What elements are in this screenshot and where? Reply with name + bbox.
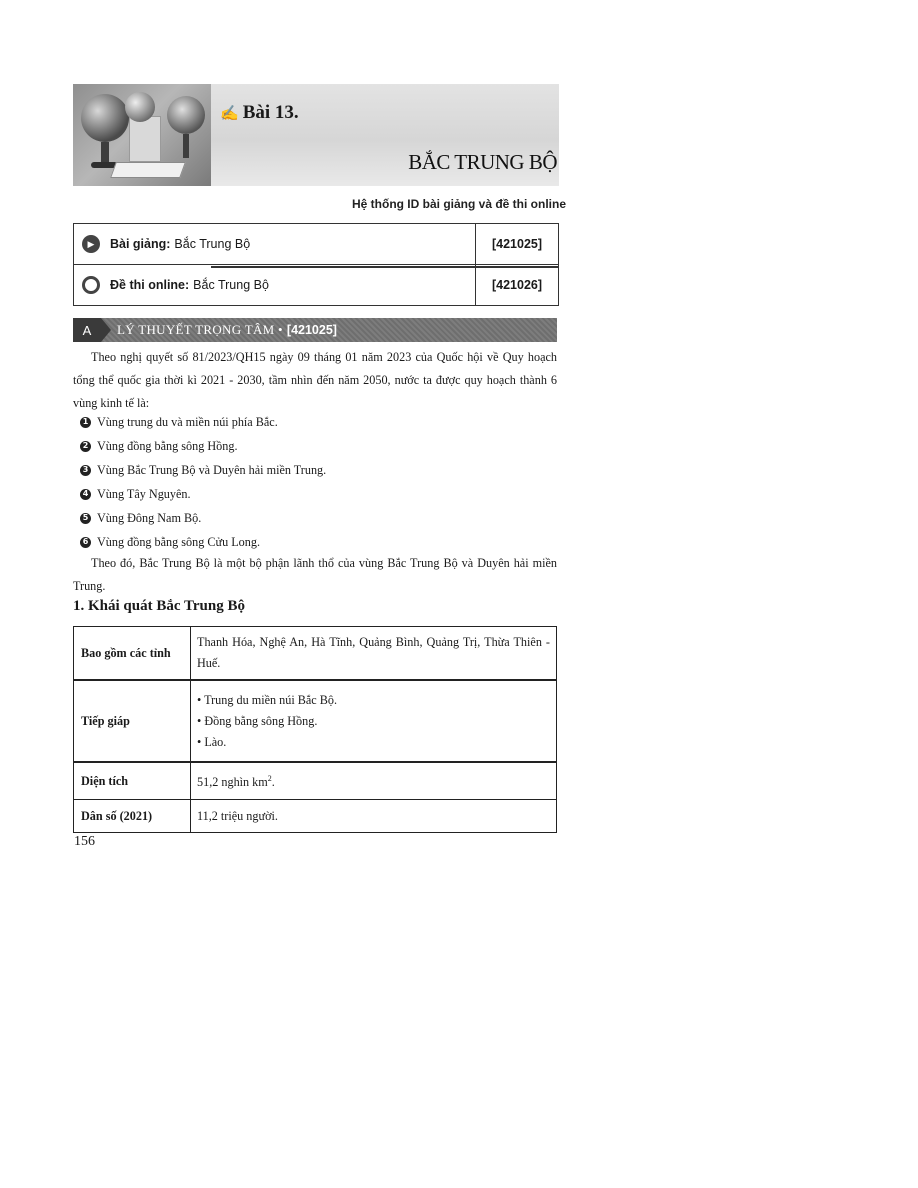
area-label: Diện tích [74,762,191,800]
area-value: 51,2 nghìn $km^2$. [191,762,557,800]
id-table [73,223,559,306]
id-system-heading: Hệ thống ID bài giảng và đề thi online [351,197,566,211]
book-icon [110,162,186,178]
table-row [74,800,557,833]
section-bar [73,318,557,342]
borders-label: Tiếp giáp [74,680,191,762]
number-badge-icon: 4 [80,489,91,500]
border-item: • Đồng bằng sông Hồng. [197,713,318,728]
border-item: • Trung du miền núi Bắc Bộ. [197,692,338,707]
id-row-online-test[interactable]: Đề thi online: Bắc Trung Bộ [421026] [74,265,558,305]
pen-icon: ✍ [220,105,239,122]
borders-value [191,680,557,762]
lesson-number: Bài 13. [242,102,299,123]
number-badge-icon: 5 [80,513,91,524]
number-badge-icon: 1 [80,417,91,428]
list-item: 4 Vùng Tây Nguyên. [80,482,326,506]
clock-icon [82,276,100,294]
provinces-value: Thanh Hóa, Nghệ An, Hà Tĩnh, Quảng Bình, Quảng Trị, Thừa Thiên - Huế. [191,627,557,681]
list-item: 5 Vùng Đông Nam Bộ. [80,506,326,530]
border-item: • Lào. [197,734,227,749]
list-item: 1 Vùng trung du và miền núi phía Bắc. [80,410,326,434]
play-icon: ▶ [82,235,100,253]
number-badge-icon: 2 [80,441,91,452]
table-row [74,762,557,800]
number-badge-icon: 6 [80,537,91,548]
region-list [80,410,326,554]
globe-photo [73,84,211,186]
section-code: [421025] [286,323,337,337]
closing-paragraph: Theo đó, Bắc Trung Bộ là một bộ phận lãnh thổ của vùng Bắc Trung Bộ và Duyên hải miền Trung. [73,556,557,593]
overview-table [73,626,557,833]
number-badge-icon: 3 [80,465,91,476]
globe-icon [167,96,205,134]
globe-icon [81,94,129,142]
list-item: 2 Vùng đồng bằng sông Hồng. [80,434,326,458]
page-number: 156 [74,834,95,849]
population-value: 11,2 triệu người. [191,800,557,833]
intro-paragraph: Theo nghị quyết số 81/2023/QH15 ngày 09 tháng 01 năm 2023 của Quốc hội về Quy hoạch tổng thể quốc gia thời kì 2021 - 2030, tầm nhìn đến năm 2050, nước ta được quy hoạch thành 6 vùng kinh tế là: [73,350,557,410]
id-row-lecture[interactable]: ▶ Bài giảng: Bắc Trung Bộ [421025] [74,224,558,265]
arrow-icon [101,318,111,342]
subsection-heading: 1. Khái quát Bắc Trung Bộ [73,598,245,614]
chapter-title: BẮC TRUNG BỘ [408,150,557,174]
list-item: 6 Vùng đồng bằng sông Cửu Long. [80,530,326,554]
table-row [74,680,557,762]
lesson-label [220,102,299,124]
lecture-id-code: [421025] [491,237,543,251]
provinces-label: Bao gồm các tỉnh [74,627,191,681]
section-letter: A [73,318,101,342]
section-title: LÝ THUYẾT TRỌNG TÂM • [117,322,283,337]
test-id-code: [421026] [491,278,543,292]
table-row [74,627,557,681]
population-label: Dân số (2021) [74,800,191,833]
list-item: 3 Vùng Bắc Trung Bộ và Duyên hải miền Trung. [80,458,326,482]
